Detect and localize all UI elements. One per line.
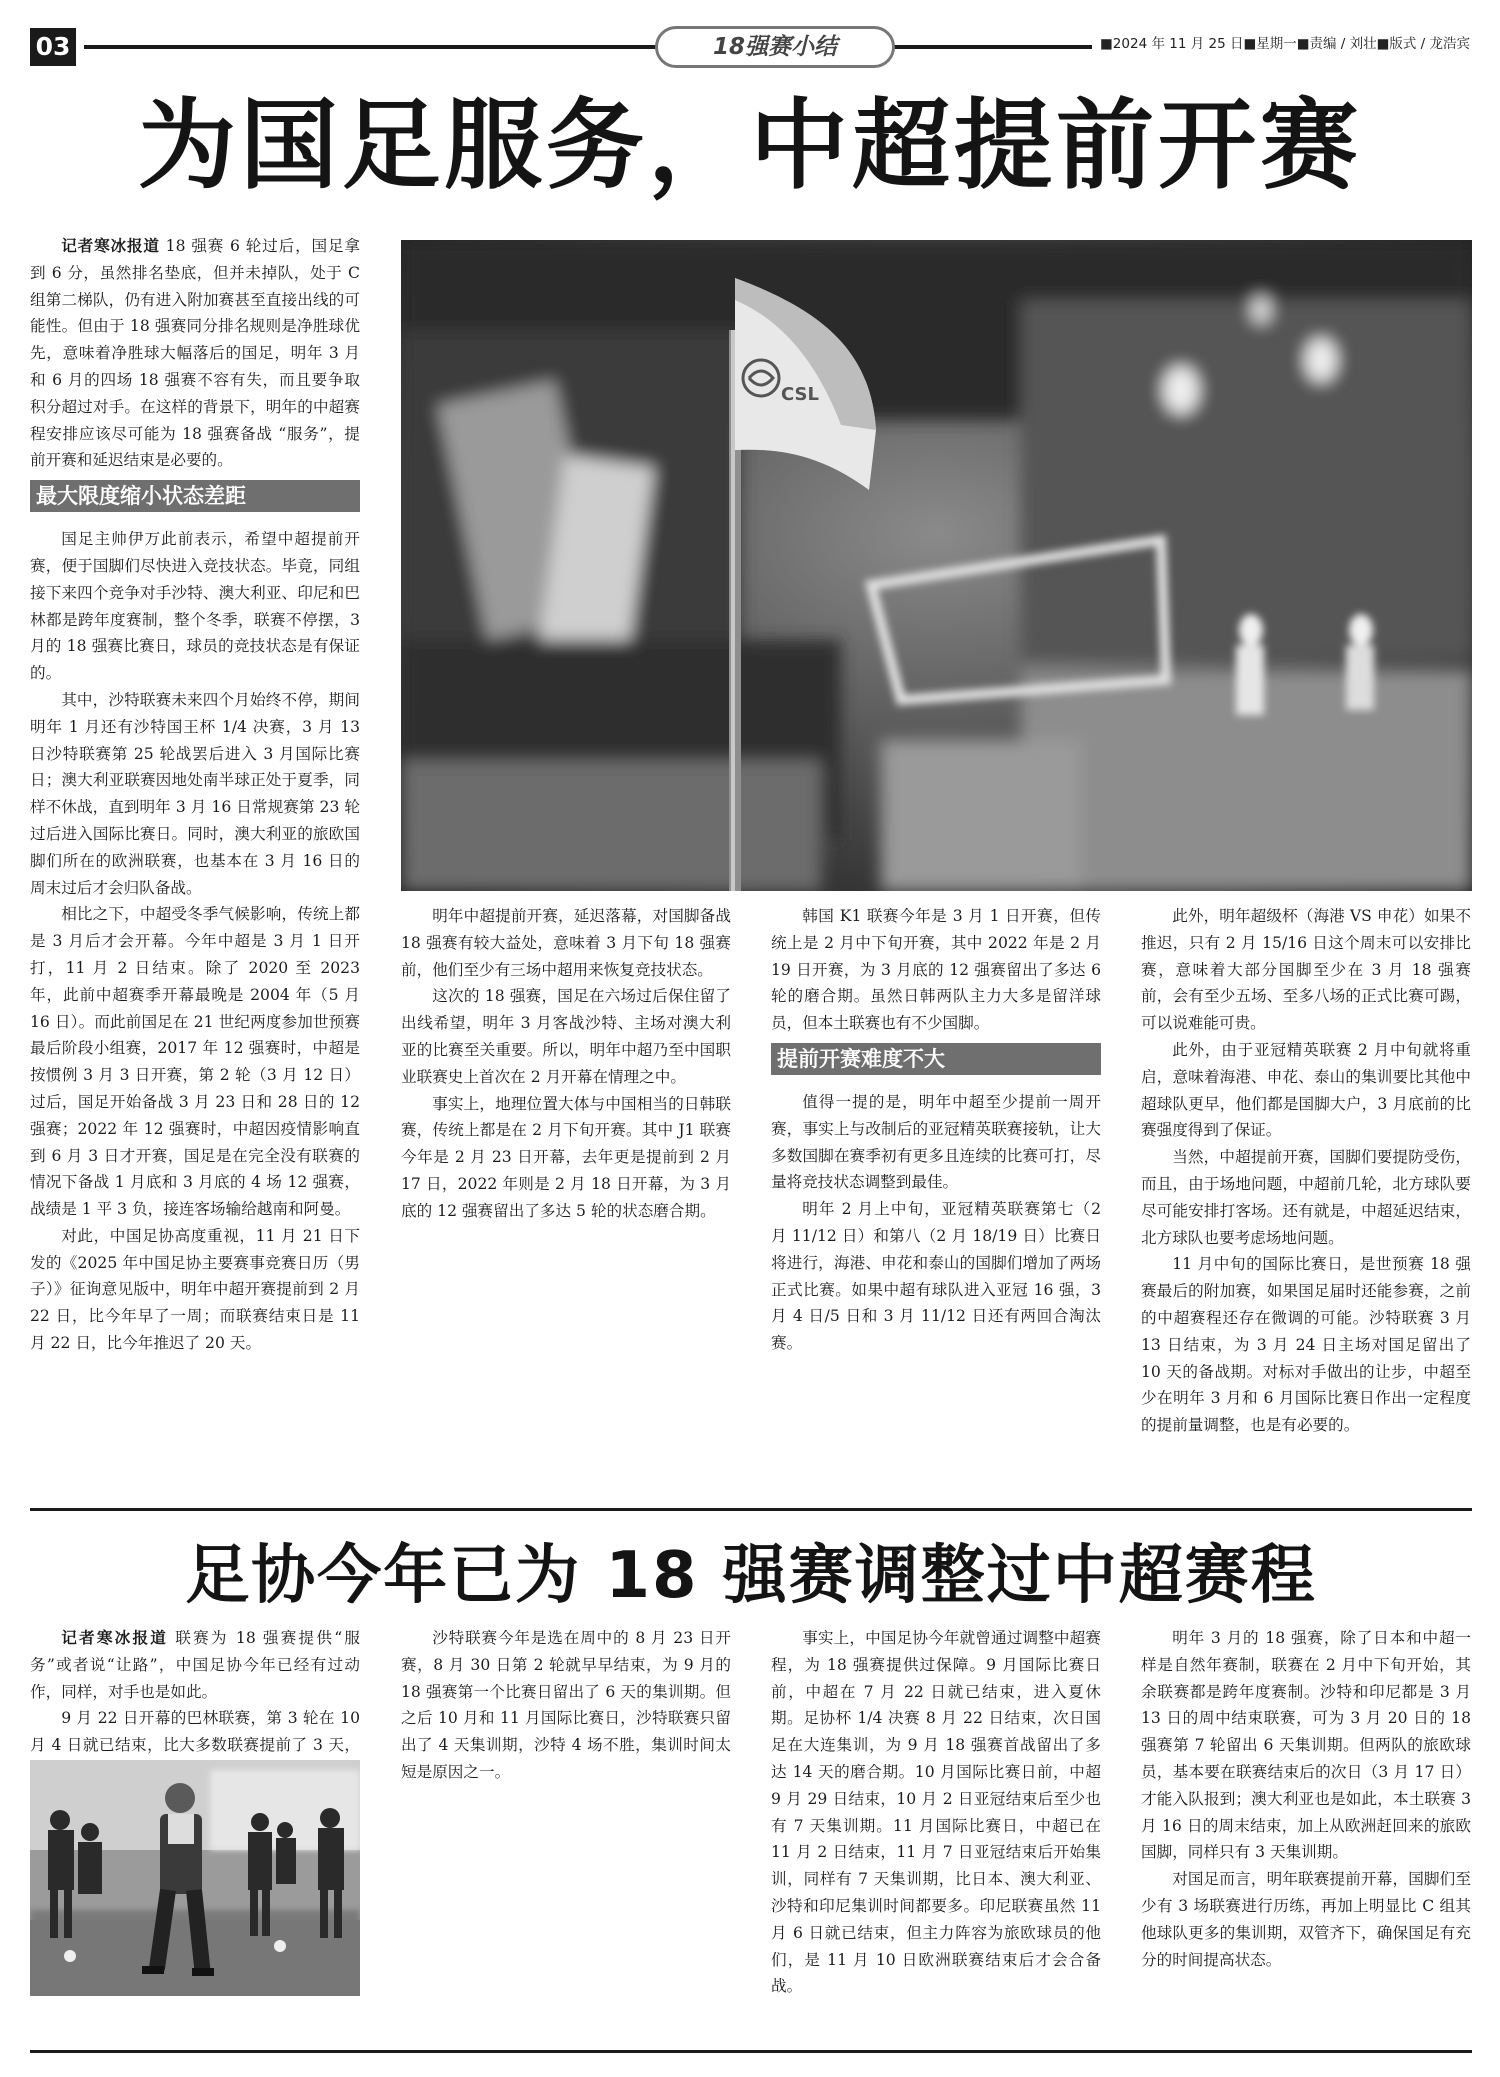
subheading: 提前开赛难度不大 [771,1043,1101,1075]
byline: 记者寒冰报道 [61,237,160,255]
paragraph: 事实上，中国足协今年就曾通过调整中超赛程，为 18 强赛提供过保障。9 月国际比赛日前，中超在 7 月 22 日就已结束，进入夏休期。足协杯 1/4 决赛 8 月 22 日结束，次日国足在大连集训，为 9 月 18 强赛首战留出了多达 14 天的磨合期。10 月国际比赛日前，中超 9 月 29 日结束，10 月 2 日亚冠结束后至少也有 7 天集训期。11 月国际比赛日，中超已在 11 月 2 日结束，11 月 7 日亚冠结束后开始集训，同样有 7 天集训期，比日本、澳大利亚、沙特和印尼集训时间都要多。印尼联赛虽然 11 月 6 日就已结束，但主力阵容为旅欧球员的他们，是 11 月 10 日欧洲联赛结束后才会合备战。 [771,1629,1101,1996]
subheading: 最大限度缩小状态差距 [30,480,360,512]
paragraph: 联赛为 18 强赛提供“服务”或者说“让路”，中国足协今年已经有过动作，同样，对手也是如此。 [30,1629,360,1701]
paragraph: 此外，明年超级杯（海港 VS 申花）如果不推迟，只有 2 月 15/16 日这个周末可以安排比赛，意味着大部分国脚至少在 3 月 18 强赛前，会有至少五场、至多八场的正式比赛可踢，可以说难能可贵。 [1141,907,1471,1033]
article2-col2 [401,1625,731,1786]
section-tag: 18强赛小结 [655,26,895,68]
paragraph: 值得一提的是，明年中超至少提前一周开赛，事实上与改制后的亚冠精英联赛接轨，让大多数国脚在赛季初有更多且连续的比赛可打，尽量将竞技状态调整到最佳。 [771,1092,1101,1192]
article1-col1 [30,233,360,1357]
paragraph: 国足主帅伊万此前表示，希望中超提前开赛，便于国脚们尽快进入竞技状态。毕竟，同组接下来四个竞争对手沙特、澳大利亚、印尼和巴林都是跨年度赛制，整个冬季，联赛不停摆，3 月的 18 强赛比赛日，球员的竞技状态是有保证的。 [30,530,360,683]
second-headline: 足协今年已为 18 强赛调整过中超赛程 [185,1539,1317,1613]
paragraph: 明年中超提前开赛，延迟落幕，对国脚备战 18 强赛有较大益处，意味着 3 月下旬 18 强赛前，他们至少有三场中超用来恢复竞技状态。 [401,907,731,979]
csl-logo-text: CSL [781,384,819,405]
page-number: 03 [30,28,76,66]
paragraph: 明年 3 月的 18 强赛，除了日本和中超一样是自然年赛制，联赛在 2 月中下旬开始，其余联赛都是跨年度赛制。沙特和印尼都是 3 月 13 日的周中结束联赛，可为 3 月 20 日的 18 强赛第 7 轮留出 6 天集训期。但两队的旅欧球员，基本要在联赛结束后的次日（3 月 17 日）才能入队报到；澳大利亚也是如此，本土联赛 3 月 16 日的周末结束，加上从欧洲赶回来的旅欧国脚，同样只有 3 天集训期。 [1141,1629,1471,1862]
paragraph: 这次的 18 强赛，国足在六场过后保住留了出线希望，明年 3 月客战沙特、主场对澳大利亚的比赛至关重要。所以，明年中超乃至中国职业联赛史上首次在 2 月开幕在情理之中。 [401,987,731,1086]
byline: 记者寒冰报道 [61,1629,169,1647]
paragraph: 此外，由于亚冠精英联赛 2 月中旬就将重启，意味着海港、申花、泰山的集训要比其他中超球队更早，他们都是国脚大户，3 月底前的比赛强度得到了保证。 [1141,1040,1471,1140]
article2-col3 [771,1625,1101,2000]
paragraph: 事实上，地理位置大体与中国相当的日韩联赛，传统上都是在 2 月下旬开赛。其中 J1 联赛今年是 2 月 23 日开幕，去年更是提前到 2 月 17 日，2022 年则是 2 月 18 日开幕，为 3 月底的 12 强赛留出了多达 5 轮的状态磨合期。 [401,1094,731,1220]
dateline: ■2024 年 11 月 25 日■星期一■责编 / 刘壮■版式 / 龙浩宾 [1092,32,1470,56]
coach-photo [30,1760,360,1996]
paragraph: 沙特联赛今年是选在周中的 8 月 23 日开赛，8 月 30 日第 2 轮就早早结束，为 9 月的 18 强赛第一个比赛日留出了 6 天的集训期。但之后 10 月和 11 月国际比赛日，沙特联赛只留出了 4 天集训期，沙特 4 场不胜，集训时间太短是原因之一。 [401,1629,731,1781]
paragraph: 9 月 22 日开幕的巴林联赛，第 3 轮在 10 月 4 日就已结束，比大多数联赛提前了 3 天， [30,1709,360,1755]
page-header [30,28,1470,66]
paragraph: 11 月中旬的国际比赛日，是世预赛 18 强赛最后的附加赛，如果国足届时还能参赛，之前的中超赛程还存在微调的可能。沙特联赛 3 月 13 日结束，为 3 月 24 日主场对国足留出了 10 天的备战期。对标对手做出的让步，中超至少在明年 3 月和 6 月国际比赛日作出一定程度的提前量调整，也是有必要的。 [1141,1255,1471,1435]
paragraph: 其中，沙特联赛未来四个月始终不停，期间明年 1 月还有沙特国王杯 1/4 决赛，3 月 13 日沙特联赛第 25 轮战罢后进入 3 月国际比赛日；澳大利亚联赛因地处南半球正处于夏季，同样不休战，直到明年 3 月 16 日常规赛第 23 轮过后进入国际比赛日。同时，澳大利亚的旅欧国脚们所在的欧洲联赛，也基本在 3 月 16 日的周末过后才会归队备战。 [30,690,360,897]
paragraph: 对此，中国足协高度重视，11 月 21 日下发的《2025 年中国足协主要赛事竞赛日历（男子）》征询意见版中，明年中超开赛提前到 2 月 22 日，比今年早了一周；而联赛结束日是 11 月 22 日，比今年推迟了 20 天。 [30,1226,360,1353]
article2-col4 [1141,1625,1471,1973]
bottom-rule [30,2050,1472,2053]
paragraph: 对国足而言，明年联赛提前开幕，国脚们至少有 3 场联赛进行历练，再加上明显比 C 组其他球队更多的集训期，双管齐下，确保国足有充分的时间提高状态。 [1141,1870,1471,1969]
paragraph: 明年 2 月上中旬，亚冠精英联赛第七（2 月 11/12 日）和第八（2 月 18/19 日）比赛日将进行，海港、申花和泰山的国脚们增加了两场正式比赛。如果中超有球队进入亚冠 16 强，3 月 4 日/5 日和 3 月 11/12 日还有两回合淘汰赛。 [771,1200,1101,1353]
article1-col2 [401,903,731,1225]
paragraph: 18 强赛 6 轮过后，国足拿到 6 分，虽然排名垫底，但并未掉队，处于 C 组第二梯队，仍有进入附加赛甚至直接出线的可能性。但由于 18 强赛同分排名规则是净胜球优先，意味着净胜球大幅落后的国足，明年 3 月和 6 月的四场 18 强赛不容有失，而且要争取积分超过对手。在这样的背景下，明年的中超赛程安排应该尽可能为 18 强赛备战 “服务”，提前开赛和延迟结束是必要的。 [30,237,360,470]
section-divider [30,1508,1472,1511]
paragraph: 相比之下，中超受冬季气候影响，传统上都是 3 月后才会开幕。今年中超是 3 月 1 日开打，11 月 2 日结束。除了 2020 至 2023 年，此前中超赛季开幕最晚是 2004 年（5 月 16 日）。而此前国足在 21 世纪两度参加世预赛最后阶段小组赛，2017 年 12 强赛时，中超是按惯例 3 月 3 日开赛，第 2 轮（3 月 12 日）过后，国足开始备战 3 月 23 日和 28 日的 12 强赛；2022 年 12 强赛时，中超因疫情影响直到 6 月 3 日才开赛，国足是在完全没有联赛的情况下备战 1 月底和 3 月底的 4 场 12 强赛，战绩是 1 平 3 负，接连客场输给越南和阿曼。 [30,905,360,1219]
article1-col3 [771,903,1101,1357]
main-headline: 为国足服务，中超提前开赛 [137,89,1362,203]
paragraph: 当然，中超提前开赛，国脚们要提防受伤，而且，由于场地问题，中超前几轮，北方球队要尽可能安排打客场。还有就是，中超延迟结束，北方球队也要考虑场地问题。 [1141,1148,1471,1247]
article1-col4 [1141,903,1471,1439]
paragraph: 韩国 K1 联赛今年是 3 月 1 日开赛，但传统上是 2 月中下旬开赛，其中 2022 年是 2 月 19 日开赛，为 3 月底的 12 强赛留出了多达 6 轮的磨合期。虽然日韩两队主力大多是留洋球员，但本土联赛也有不少国脚。 [771,907,1101,1033]
corner-flag-photo [401,240,1472,891]
